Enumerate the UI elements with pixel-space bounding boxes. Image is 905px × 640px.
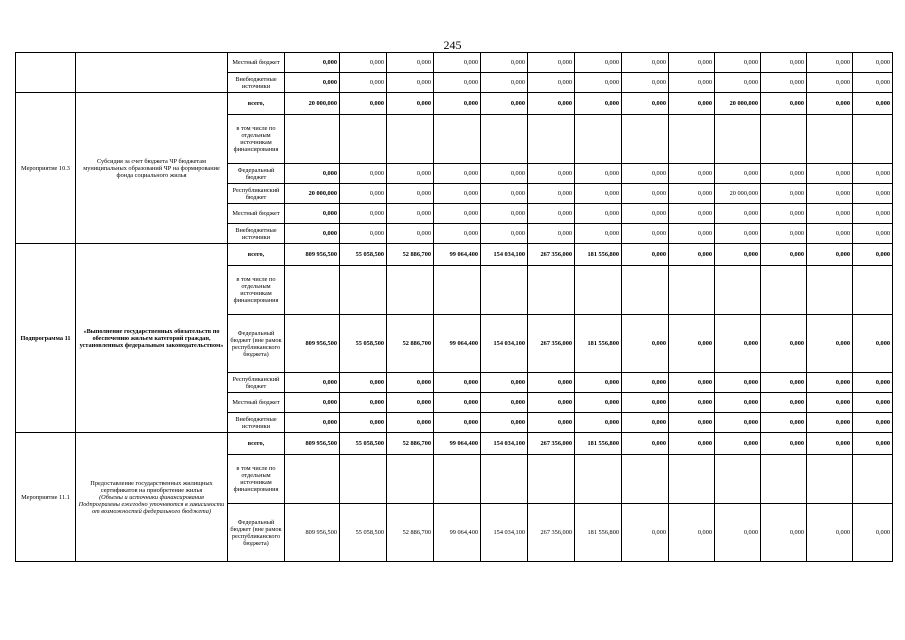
value-cell: 0,000 bbox=[340, 393, 387, 413]
value-cell: 0,000 bbox=[807, 244, 853, 266]
value-cell: 0,000 bbox=[481, 184, 528, 204]
table-row bbox=[16, 93, 893, 115]
value-cell: 0,000 bbox=[575, 53, 622, 73]
value-cell bbox=[575, 115, 622, 164]
value-cell: 0,000 bbox=[575, 224, 622, 244]
value-cell: 0,000 bbox=[853, 184, 893, 204]
value-cell: 0,000 bbox=[761, 93, 807, 115]
value-cell: 0,000 bbox=[669, 93, 715, 115]
value-cell: 267 356,000 bbox=[528, 244, 575, 266]
value-cell: 0,000 bbox=[285, 373, 340, 393]
value-cell: 0,000 bbox=[575, 93, 622, 115]
value-cell bbox=[761, 455, 807, 504]
source-cell: Местный бюджет bbox=[228, 53, 285, 73]
value-cell: 0,000 bbox=[761, 53, 807, 73]
value-cell: 267 356,000 bbox=[528, 433, 575, 455]
value-cell: 0,000 bbox=[622, 393, 669, 413]
value-cell: 0,000 bbox=[622, 93, 669, 115]
value-cell: 0,000 bbox=[528, 93, 575, 115]
value-cell: 0,000 bbox=[434, 93, 481, 115]
value-cell: 99 064,400 bbox=[434, 433, 481, 455]
value-cell: 99 064,400 bbox=[434, 504, 481, 562]
value-cell bbox=[434, 115, 481, 164]
value-cell: 0,000 bbox=[853, 73, 893, 93]
value-cell: 0,000 bbox=[340, 204, 387, 224]
value-cell: 0,000 bbox=[807, 433, 853, 455]
value-cell: 0,000 bbox=[715, 504, 761, 562]
value-cell bbox=[528, 115, 575, 164]
value-cell: 0,000 bbox=[715, 373, 761, 393]
value-cell: 0,000 bbox=[575, 393, 622, 413]
value-cell: 20 000,000 bbox=[715, 93, 761, 115]
value-cell: 0,000 bbox=[807, 504, 853, 562]
value-cell: 52 886,700 bbox=[387, 244, 434, 266]
value-cell: 0,000 bbox=[715, 393, 761, 413]
value-cell bbox=[387, 455, 434, 504]
value-cell: 0,000 bbox=[387, 204, 434, 224]
source-cell: Республиканский бюджет bbox=[228, 373, 285, 393]
value-cell: 0,000 bbox=[669, 504, 715, 562]
value-cell bbox=[481, 115, 528, 164]
value-cell: 0,000 bbox=[285, 164, 340, 184]
value-cell: 99 064,400 bbox=[434, 315, 481, 373]
value-cell: 0,000 bbox=[340, 164, 387, 184]
value-cell bbox=[853, 115, 893, 164]
value-cell: 0,000 bbox=[622, 184, 669, 204]
source-cell: Федеральный бюджет (вне рамок республиканского бюджета) bbox=[228, 315, 285, 373]
value-cell: 0,000 bbox=[387, 413, 434, 433]
value-cell: 0,000 bbox=[575, 73, 622, 93]
source-cell: Федеральный бюджет bbox=[228, 164, 285, 184]
value-cell: 0,000 bbox=[622, 244, 669, 266]
value-cell: 0,000 bbox=[434, 184, 481, 204]
value-cell: 52 886,700 bbox=[387, 315, 434, 373]
value-cell: 0,000 bbox=[285, 393, 340, 413]
value-cell: 0,000 bbox=[807, 184, 853, 204]
value-cell: 0,000 bbox=[853, 53, 893, 73]
value-cell: 181 556,800 bbox=[575, 244, 622, 266]
value-cell: 52 886,700 bbox=[387, 433, 434, 455]
value-cell: 0,000 bbox=[761, 184, 807, 204]
value-cell: 0,000 bbox=[387, 393, 434, 413]
value-cell: 267 356,000 bbox=[528, 504, 575, 562]
value-cell bbox=[340, 266, 387, 315]
value-cell: 0,000 bbox=[622, 164, 669, 184]
value-cell: 0,000 bbox=[807, 393, 853, 413]
value-cell: 0,000 bbox=[528, 393, 575, 413]
value-cell bbox=[575, 266, 622, 315]
value-cell: 0,000 bbox=[853, 413, 893, 433]
value-cell: 0,000 bbox=[622, 204, 669, 224]
code-cell: Мероприятие 10.3 bbox=[16, 93, 76, 244]
value-cell: 0,000 bbox=[528, 413, 575, 433]
code-cell: Подпрограмма 11 bbox=[16, 244, 76, 433]
value-cell: 0,000 bbox=[715, 433, 761, 455]
value-cell bbox=[807, 115, 853, 164]
value-cell: 0,000 bbox=[622, 224, 669, 244]
value-cell: 0,000 bbox=[853, 504, 893, 562]
description-cell bbox=[76, 433, 228, 562]
value-cell: 0,000 bbox=[807, 53, 853, 73]
value-cell: 0,000 bbox=[434, 204, 481, 224]
value-cell: 0,000 bbox=[669, 53, 715, 73]
value-cell: 0,000 bbox=[575, 184, 622, 204]
source-cell: Федеральный бюджет (вне рамок республиканского бюджета) bbox=[228, 504, 285, 562]
value-cell: 0,000 bbox=[285, 413, 340, 433]
value-cell bbox=[340, 115, 387, 164]
value-cell: 0,000 bbox=[387, 224, 434, 244]
value-cell: 154 034,100 bbox=[481, 315, 528, 373]
value-cell: 0,000 bbox=[715, 224, 761, 244]
code-cell: Мероприятие 11.1 bbox=[16, 433, 76, 562]
value-cell: 0,000 bbox=[481, 164, 528, 184]
value-cell: 0,000 bbox=[807, 315, 853, 373]
value-cell: 0,000 bbox=[340, 53, 387, 73]
value-cell: 0,000 bbox=[340, 373, 387, 393]
value-cell: 0,000 bbox=[761, 504, 807, 562]
value-cell bbox=[715, 266, 761, 315]
value-cell: 0,000 bbox=[807, 204, 853, 224]
value-cell: 0,000 bbox=[622, 315, 669, 373]
value-cell: 809 956,500 bbox=[285, 315, 340, 373]
value-cell: 0,000 bbox=[387, 53, 434, 73]
value-cell bbox=[387, 266, 434, 315]
value-cell: 0,000 bbox=[622, 373, 669, 393]
value-cell: 52 886,700 bbox=[387, 504, 434, 562]
value-cell: 0,000 bbox=[761, 413, 807, 433]
value-cell bbox=[622, 455, 669, 504]
value-cell: 0,000 bbox=[285, 204, 340, 224]
value-cell: 0,000 bbox=[481, 373, 528, 393]
value-cell: 0,000 bbox=[285, 53, 340, 73]
value-cell bbox=[622, 115, 669, 164]
value-cell: 809 956,500 bbox=[285, 433, 340, 455]
table-body bbox=[16, 53, 893, 562]
value-cell: 809 956,500 bbox=[285, 244, 340, 266]
description-main: Предоставление государственных жилищных сертификатов на приобретение жилья bbox=[90, 479, 213, 494]
value-cell bbox=[622, 266, 669, 315]
value-cell bbox=[669, 266, 715, 315]
value-cell: 0,000 bbox=[434, 373, 481, 393]
value-cell: 0,000 bbox=[387, 164, 434, 184]
value-cell: 0,000 bbox=[481, 53, 528, 73]
value-cell bbox=[715, 455, 761, 504]
value-cell: 0,000 bbox=[853, 244, 893, 266]
value-cell: 0,000 bbox=[807, 73, 853, 93]
value-cell bbox=[434, 266, 481, 315]
description-cell: «Выполнение государственных обязательств по обеспечению жильем категорий граждан, установленных федеральным законодательством» bbox=[76, 244, 228, 433]
source-cell: всего, bbox=[228, 244, 285, 266]
source-cell: Местный бюджет bbox=[228, 204, 285, 224]
value-cell: 0,000 bbox=[434, 73, 481, 93]
value-cell: 0,000 bbox=[622, 413, 669, 433]
source-cell: в том числе по отдельным источникам финансирования bbox=[228, 266, 285, 315]
value-cell bbox=[575, 455, 622, 504]
source-cell: всего, bbox=[228, 93, 285, 115]
value-cell: 0,000 bbox=[481, 73, 528, 93]
value-cell: 0,000 bbox=[853, 93, 893, 115]
value-cell bbox=[807, 455, 853, 504]
page-number: 245 bbox=[443, 38, 462, 52]
value-cell: 0,000 bbox=[434, 224, 481, 244]
value-cell: 0,000 bbox=[340, 224, 387, 244]
value-cell bbox=[434, 455, 481, 504]
value-cell: 0,000 bbox=[669, 244, 715, 266]
value-cell: 0,000 bbox=[528, 204, 575, 224]
value-cell: 0,000 bbox=[340, 73, 387, 93]
value-cell: 0,000 bbox=[434, 164, 481, 184]
value-cell: 0,000 bbox=[481, 204, 528, 224]
source-cell: всего, bbox=[228, 433, 285, 455]
value-cell: 0,000 bbox=[575, 373, 622, 393]
value-cell: 0,000 bbox=[285, 73, 340, 93]
value-cell: 154 034,100 bbox=[481, 433, 528, 455]
value-cell: 0,000 bbox=[622, 433, 669, 455]
value-cell: 0,000 bbox=[807, 164, 853, 184]
value-cell: 55 058,500 bbox=[340, 504, 387, 562]
value-cell: 55 058,500 bbox=[340, 315, 387, 373]
value-cell: 0,000 bbox=[761, 244, 807, 266]
source-cell: в том числе по отдельным источникам финансирования bbox=[228, 455, 285, 504]
value-cell: 0,000 bbox=[761, 224, 807, 244]
code-cell bbox=[16, 53, 76, 93]
value-cell: 0,000 bbox=[528, 184, 575, 204]
value-cell: 0,000 bbox=[761, 433, 807, 455]
value-cell: 0,000 bbox=[669, 164, 715, 184]
value-cell bbox=[528, 266, 575, 315]
source-cell: Внебюджетные источники bbox=[228, 413, 285, 433]
value-cell: 0,000 bbox=[807, 413, 853, 433]
value-cell: 0,000 bbox=[761, 373, 807, 393]
value-cell: 0,000 bbox=[807, 224, 853, 244]
source-cell: Внебюджетные источники bbox=[228, 224, 285, 244]
description-cell: Субсидия за счет бюджета ЧР бюджетам муниципальных образований ЧР на формирование фонда социального жилья bbox=[76, 93, 228, 244]
value-cell: 0,000 bbox=[853, 393, 893, 413]
value-cell: 0,000 bbox=[807, 373, 853, 393]
value-cell: 0,000 bbox=[669, 315, 715, 373]
value-cell: 0,000 bbox=[575, 204, 622, 224]
value-cell: 154 034,100 bbox=[481, 244, 528, 266]
value-cell: 0,000 bbox=[669, 373, 715, 393]
value-cell: 0,000 bbox=[669, 393, 715, 413]
value-cell: 0,000 bbox=[387, 93, 434, 115]
source-cell: Местный бюджет bbox=[228, 393, 285, 413]
value-cell bbox=[669, 455, 715, 504]
value-cell bbox=[807, 266, 853, 315]
value-cell: 0,000 bbox=[715, 413, 761, 433]
value-cell bbox=[761, 115, 807, 164]
value-cell: 154 034,100 bbox=[481, 504, 528, 562]
value-cell: 0,000 bbox=[528, 373, 575, 393]
value-cell: 0,000 bbox=[761, 164, 807, 184]
value-cell: 0,000 bbox=[340, 93, 387, 115]
value-cell: 0,000 bbox=[387, 184, 434, 204]
value-cell: 0,000 bbox=[761, 315, 807, 373]
value-cell: 0,000 bbox=[528, 224, 575, 244]
value-cell: 0,000 bbox=[715, 204, 761, 224]
value-cell: 0,000 bbox=[761, 73, 807, 93]
value-cell: 267 356,000 bbox=[528, 315, 575, 373]
value-cell: 0,000 bbox=[528, 164, 575, 184]
value-cell: 0,000 bbox=[853, 224, 893, 244]
description-note: (Объемы и источники финансирования Подпрограммы ежегодно уточняются в зависимости от возможностей федерального бюджета) bbox=[78, 493, 225, 515]
value-cell bbox=[285, 115, 340, 164]
value-cell: 0,000 bbox=[853, 204, 893, 224]
value-cell: 0,000 bbox=[528, 73, 575, 93]
value-cell: 0,000 bbox=[853, 164, 893, 184]
value-cell: 0,000 bbox=[853, 433, 893, 455]
table-row bbox=[16, 433, 893, 455]
table-row bbox=[16, 244, 893, 266]
value-cell: 0,000 bbox=[715, 244, 761, 266]
value-cell: 0,000 bbox=[622, 53, 669, 73]
value-cell: 0,000 bbox=[481, 393, 528, 413]
value-cell bbox=[853, 455, 893, 504]
value-cell: 0,000 bbox=[669, 73, 715, 93]
value-cell: 0,000 bbox=[715, 315, 761, 373]
value-cell: 181 556,800 bbox=[575, 433, 622, 455]
value-cell bbox=[528, 455, 575, 504]
value-cell bbox=[285, 455, 340, 504]
value-cell: 0,000 bbox=[622, 73, 669, 93]
value-cell bbox=[481, 266, 528, 315]
value-cell: 0,000 bbox=[761, 204, 807, 224]
value-cell: 55 058,500 bbox=[340, 244, 387, 266]
value-cell: 0,000 bbox=[387, 73, 434, 93]
value-cell: 55 058,500 bbox=[340, 433, 387, 455]
value-cell bbox=[387, 115, 434, 164]
source-cell: Внебюджетные источники bbox=[228, 73, 285, 93]
value-cell: 181 556,800 bbox=[575, 504, 622, 562]
value-cell: 0,000 bbox=[285, 224, 340, 244]
value-cell: 0,000 bbox=[669, 433, 715, 455]
budget-table bbox=[15, 52, 893, 562]
value-cell: 0,000 bbox=[528, 53, 575, 73]
value-cell: 0,000 bbox=[807, 93, 853, 115]
value-cell: 0,000 bbox=[340, 184, 387, 204]
value-cell: 0,000 bbox=[715, 73, 761, 93]
value-cell: 0,000 bbox=[434, 413, 481, 433]
value-cell: 0,000 bbox=[715, 164, 761, 184]
value-cell: 0,000 bbox=[669, 224, 715, 244]
value-cell: 0,000 bbox=[575, 413, 622, 433]
value-cell: 0,000 bbox=[715, 53, 761, 73]
value-cell: 0,000 bbox=[481, 413, 528, 433]
description-cell bbox=[76, 53, 228, 93]
value-cell: 20 000,000 bbox=[285, 184, 340, 204]
value-cell: 809 956,500 bbox=[285, 504, 340, 562]
value-cell: 99 064,400 bbox=[434, 244, 481, 266]
value-cell bbox=[669, 115, 715, 164]
value-cell: 0,000 bbox=[669, 204, 715, 224]
value-cell: 20 000,000 bbox=[285, 93, 340, 115]
value-cell: 0,000 bbox=[340, 413, 387, 433]
value-cell: 0,000 bbox=[853, 315, 893, 373]
value-cell: 0,000 bbox=[669, 413, 715, 433]
value-cell: 0,000 bbox=[761, 393, 807, 413]
table-row bbox=[16, 53, 893, 73]
value-cell: 0,000 bbox=[853, 373, 893, 393]
value-cell: 0,000 bbox=[434, 393, 481, 413]
value-cell: 0,000 bbox=[481, 93, 528, 115]
value-cell bbox=[761, 266, 807, 315]
value-cell: 0,000 bbox=[622, 504, 669, 562]
value-cell bbox=[715, 115, 761, 164]
value-cell: 0,000 bbox=[481, 224, 528, 244]
value-cell bbox=[481, 455, 528, 504]
value-cell: 20 000,000 bbox=[715, 184, 761, 204]
value-cell: 0,000 bbox=[387, 373, 434, 393]
value-cell bbox=[853, 266, 893, 315]
value-cell: 0,000 bbox=[575, 164, 622, 184]
value-cell: 181 556,800 bbox=[575, 315, 622, 373]
value-cell: 0,000 bbox=[434, 53, 481, 73]
value-cell bbox=[285, 266, 340, 315]
source-cell: Республиканский бюджет bbox=[228, 184, 285, 204]
source-cell: в том числе по отдельным источникам финансирования bbox=[228, 115, 285, 164]
value-cell bbox=[340, 455, 387, 504]
value-cell: 0,000 bbox=[669, 184, 715, 204]
